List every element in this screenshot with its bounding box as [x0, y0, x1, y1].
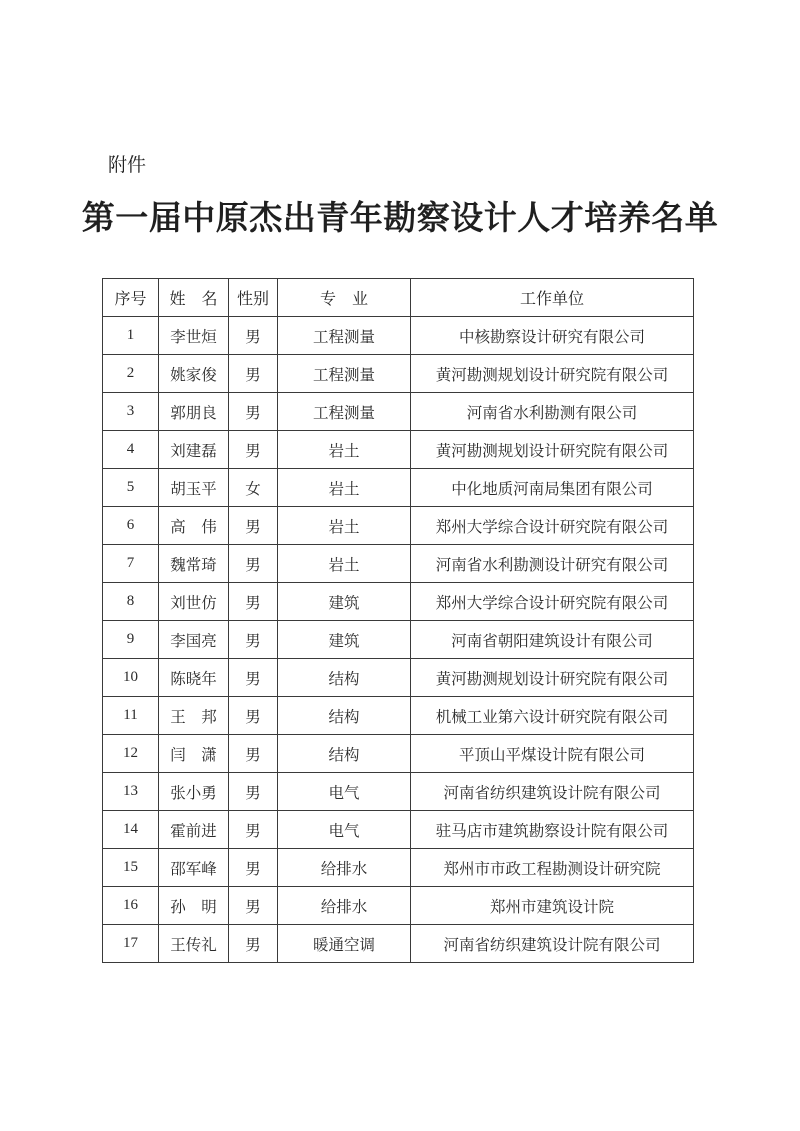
row-major: 暖通空调 [278, 925, 411, 963]
row-number: 9 [103, 621, 159, 659]
header-major: 专 业 [278, 279, 411, 317]
attachment-label: 附件 [108, 154, 147, 176]
table-row [103, 431, 694, 469]
table-row [103, 469, 694, 507]
row-employer: 平顶山平煤设计院有限公司 [411, 735, 694, 773]
row-gender: 男 [229, 659, 278, 697]
row-gender: 男 [229, 887, 278, 925]
row-gender: 男 [229, 317, 278, 355]
row-gender: 男 [229, 355, 278, 393]
row-number: 13 [103, 773, 159, 811]
table-row [103, 697, 694, 735]
table-row [103, 621, 694, 659]
row-major: 岩土 [278, 507, 411, 545]
table-header-row [103, 279, 694, 317]
row-gender: 男 [229, 849, 278, 887]
row-major: 结构 [278, 697, 411, 735]
row-gender: 男 [229, 583, 278, 621]
row-employer: 郑州大学综合设计研究院有限公司 [411, 583, 694, 621]
table-row [103, 545, 694, 583]
row-employer: 郑州市市政工程勘测设计研究院 [411, 849, 694, 887]
row-name: 郭朋良 [159, 393, 229, 431]
row-number: 10 [103, 659, 159, 697]
row-name: 高 伟 [159, 507, 229, 545]
header-name: 姓 名 [159, 279, 229, 317]
row-employer: 机械工业第六设计研究院有限公司 [411, 697, 694, 735]
row-major: 工程测量 [278, 393, 411, 431]
table-row [103, 925, 694, 963]
row-name: 李国亮 [159, 621, 229, 659]
row-gender: 男 [229, 621, 278, 659]
row-employer: 郑州市建筑设计院 [411, 887, 694, 925]
row-employer: 黄河勘测规划设计研究院有限公司 [411, 355, 694, 393]
row-major: 结构 [278, 659, 411, 697]
row-employer: 河南省纺织建筑设计院有限公司 [411, 925, 694, 963]
row-number: 12 [103, 735, 159, 773]
row-employer: 中核勘察设计研究有限公司 [411, 317, 694, 355]
row-employer: 河南省水利勘测设计研究有限公司 [411, 545, 694, 583]
row-major: 建筑 [278, 583, 411, 621]
row-major: 电气 [278, 773, 411, 811]
document-title: 第一届中原杰出青年勘察设计人才培养名单 [81, 198, 719, 237]
table-row [103, 393, 694, 431]
row-name: 王 邦 [159, 697, 229, 735]
row-gender: 男 [229, 811, 278, 849]
row-name: 胡玉平 [159, 469, 229, 507]
row-gender: 男 [229, 735, 278, 773]
row-major: 结构 [278, 735, 411, 773]
table-row [103, 887, 694, 925]
row-name: 邵军峰 [159, 849, 229, 887]
row-number: 14 [103, 811, 159, 849]
table-row [103, 507, 694, 545]
row-employer: 河南省朝阳建筑设计有限公司 [411, 621, 694, 659]
row-gender: 男 [229, 507, 278, 545]
row-number: 3 [103, 393, 159, 431]
row-name: 孙 明 [159, 887, 229, 925]
row-employer: 郑州大学综合设计研究院有限公司 [411, 507, 694, 545]
row-number: 2 [103, 355, 159, 393]
row-number: 8 [103, 583, 159, 621]
row-name: 陈晓年 [159, 659, 229, 697]
row-name: 闫 潇 [159, 735, 229, 773]
row-number: 11 [103, 697, 159, 735]
row-name: 霍前进 [159, 811, 229, 849]
row-number: 7 [103, 545, 159, 583]
table-row [103, 849, 694, 887]
header-no: 序号 [103, 279, 159, 317]
row-name: 李世烜 [159, 317, 229, 355]
row-number: 17 [103, 925, 159, 963]
row-name: 姚家俊 [159, 355, 229, 393]
row-employer: 黄河勘测规划设计研究院有限公司 [411, 431, 694, 469]
row-number: 16 [103, 887, 159, 925]
table-row [103, 583, 694, 621]
row-number: 5 [103, 469, 159, 507]
row-number: 1 [103, 317, 159, 355]
row-gender: 男 [229, 393, 278, 431]
row-major: 电气 [278, 811, 411, 849]
row-employer: 驻马店市建筑勘察设计院有限公司 [411, 811, 694, 849]
row-name: 魏常琦 [159, 545, 229, 583]
row-major: 工程测量 [278, 355, 411, 393]
row-name: 刘建磊 [159, 431, 229, 469]
row-name: 张小勇 [159, 773, 229, 811]
table-body [103, 317, 694, 963]
row-employer: 黄河勘测规划设计研究院有限公司 [411, 659, 694, 697]
row-major: 给排水 [278, 887, 411, 925]
table-row [103, 735, 694, 773]
row-employer: 中化地质河南局集团有限公司 [411, 469, 694, 507]
row-employer: 河南省纺织建筑设计院有限公司 [411, 773, 694, 811]
row-name: 刘世仿 [159, 583, 229, 621]
row-number: 15 [103, 849, 159, 887]
row-name: 王传礼 [159, 925, 229, 963]
header-employer: 工作单位 [411, 279, 694, 317]
row-major: 给排水 [278, 849, 411, 887]
row-gender: 男 [229, 925, 278, 963]
row-major: 岩土 [278, 431, 411, 469]
row-gender: 女 [229, 469, 278, 507]
row-gender: 男 [229, 697, 278, 735]
row-number: 4 [103, 431, 159, 469]
table-row [103, 773, 694, 811]
row-major: 岩土 [278, 469, 411, 507]
row-employer: 河南省水利勘测有限公司 [411, 393, 694, 431]
table-row [103, 811, 694, 849]
talent-roster-table [102, 278, 694, 963]
row-number: 6 [103, 507, 159, 545]
row-major: 工程测量 [278, 317, 411, 355]
header-gender: 性别 [229, 279, 278, 317]
table-row [103, 317, 694, 355]
row-gender: 男 [229, 545, 278, 583]
table-row [103, 659, 694, 697]
row-gender: 男 [229, 431, 278, 469]
table-row [103, 355, 694, 393]
row-gender: 男 [229, 773, 278, 811]
row-major: 建筑 [278, 621, 411, 659]
row-major: 岩土 [278, 545, 411, 583]
